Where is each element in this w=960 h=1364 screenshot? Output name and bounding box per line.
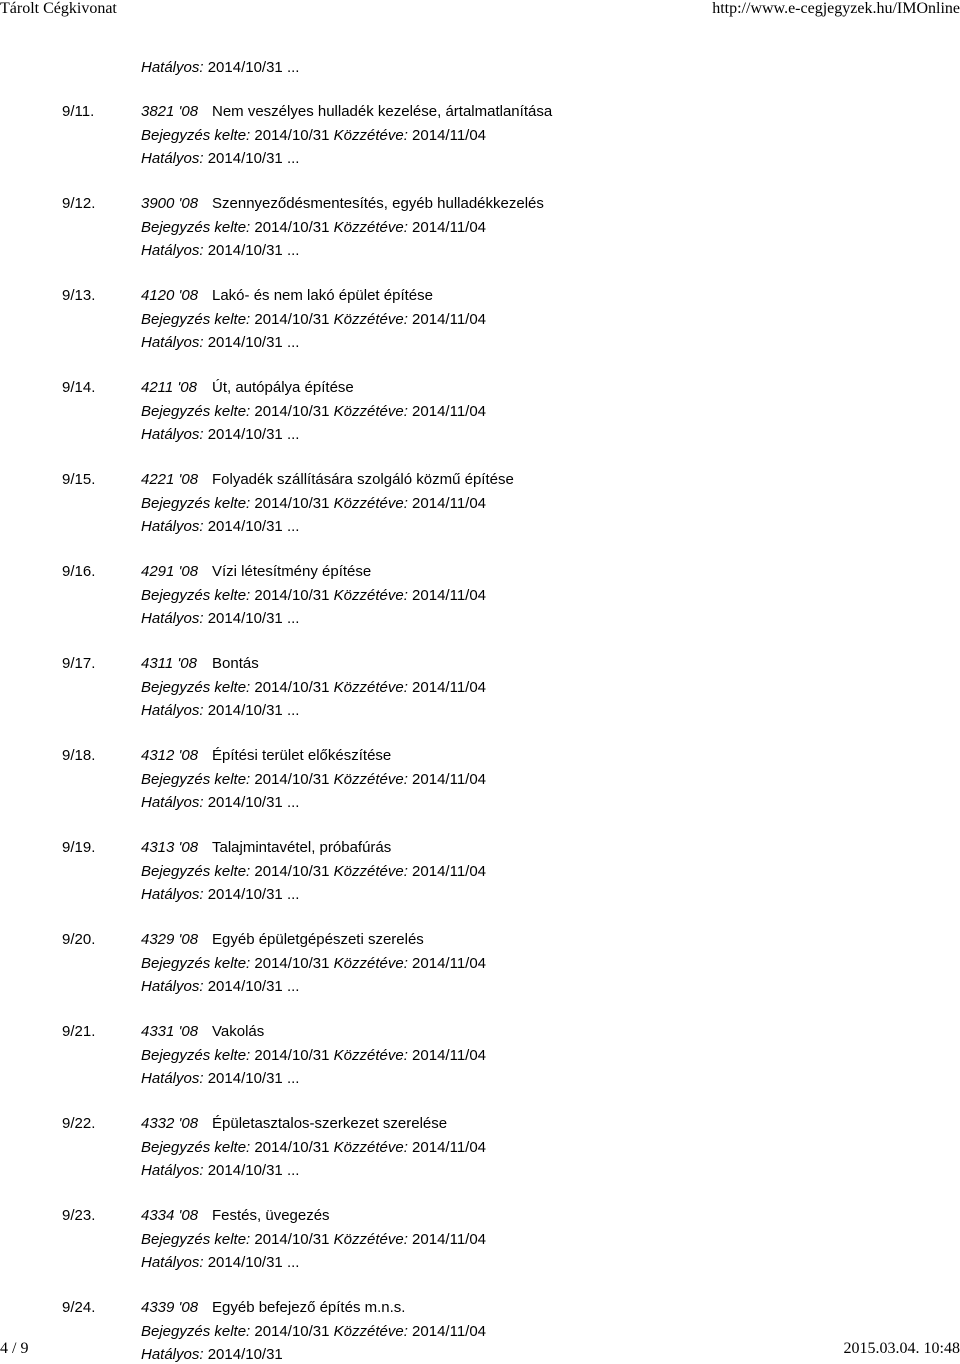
entry-registration-line xyxy=(141,495,486,513)
kozzeteve-label: Közzétéve: xyxy=(333,954,408,972)
hatalyos-value: 2014/10/31 ... xyxy=(207,518,300,535)
entry-teaor-code: 4331 '08 xyxy=(141,1023,199,1040)
entry-registration-line xyxy=(141,955,486,973)
hatalyos-value: 2014/10/31 ... xyxy=(207,978,300,995)
kozzeteve-label: Közzétéve: xyxy=(333,402,408,420)
entry-number: 9/11. xyxy=(62,103,95,120)
bejegyzes-label: Bejegyzés kelte: xyxy=(141,126,251,144)
entry-hatalyos-line xyxy=(141,1346,283,1364)
bejegyzes-value: 2014/10/31 xyxy=(254,218,330,236)
entry-number: 9/17. xyxy=(62,655,96,672)
bejegyzes-label: Bejegyzés kelte: xyxy=(141,494,251,512)
bejegyzes-value: 2014/10/31 xyxy=(254,1046,330,1064)
bejegyzes-label: Bejegyzés kelte: xyxy=(141,402,251,420)
bejegyzes-value: 2014/10/31 xyxy=(254,586,330,604)
entry-registration-line xyxy=(141,219,486,237)
hatalyos-label: Hatályos: xyxy=(141,1162,204,1179)
entry-teaor-code: 4329 '08 xyxy=(141,931,199,948)
entry-description: Egyéb épületgépészeti szerelés xyxy=(212,931,424,948)
hatalyos-value: 2014/10/31 ... xyxy=(207,150,300,167)
entry-description: Szennyeződésmentesítés, egyéb hulladékkezelés xyxy=(212,195,544,212)
entry-hatalyos-line xyxy=(141,610,299,628)
kozzeteve-label: Közzétéve: xyxy=(333,1046,408,1064)
kozzeteve-label: Közzétéve: xyxy=(333,310,408,328)
document-title: Tárolt Cégkivonat xyxy=(0,0,117,17)
bejegyzes-value: 2014/10/31 xyxy=(254,126,330,144)
kozzeteve-value: 2014/11/04 xyxy=(412,862,487,880)
bejegyzes-value: 2014/10/31 xyxy=(254,494,330,512)
kozzeteve-value: 2014/11/04 xyxy=(412,402,487,420)
bejegyzes-value: 2014/10/31 xyxy=(254,862,330,880)
entry-hatalyos-line xyxy=(141,1254,299,1272)
hatalyos-value: 2014/10/31 ... xyxy=(207,59,300,76)
bejegyzes-value: 2014/10/31 xyxy=(254,402,330,420)
bejegyzes-label: Bejegyzés kelte: xyxy=(141,1230,251,1248)
hatalyos-value: 2014/10/31 ... xyxy=(207,334,300,351)
kozzeteve-label: Közzétéve: xyxy=(333,218,408,236)
hatalyos-value: 2014/10/31 ... xyxy=(207,1070,300,1087)
entry-teaor-code: 3900 '08 xyxy=(141,195,199,212)
kozzeteve-label: Közzétéve: xyxy=(333,1322,408,1340)
kozzeteve-label: Közzétéve: xyxy=(333,1230,408,1248)
entry-number: 9/20. xyxy=(62,931,96,948)
entry-description: Lakó- és nem lakó épület építése xyxy=(212,287,433,304)
kozzeteve-label: Közzétéve: xyxy=(333,678,408,696)
bejegyzes-label: Bejegyzés kelte: xyxy=(141,770,251,788)
entry-registration-line xyxy=(141,1139,486,1157)
hatalyos-value: 2014/10/31 ... xyxy=(207,702,300,719)
kozzeteve-value: 2014/11/04 xyxy=(412,1230,487,1248)
kozzeteve-label: Közzétéve: xyxy=(333,1138,408,1156)
entry-number: 9/14. xyxy=(62,379,96,396)
hatalyos-value: 2014/10/31 ... xyxy=(207,886,300,903)
entry-teaor-code: 4332 '08 xyxy=(141,1115,199,1132)
entry-registration-line xyxy=(141,587,486,605)
page-number: 4 / 9 xyxy=(0,1340,29,1357)
kozzeteve-value: 2014/11/04 xyxy=(412,494,487,512)
hatalyos-label: Hatályos: xyxy=(141,59,204,76)
kozzeteve-label: Közzétéve: xyxy=(333,494,408,512)
hatalyos-value: 2014/10/31 ... xyxy=(207,1254,300,1271)
top-hatalyos-line xyxy=(141,59,299,77)
kozzeteve-value: 2014/11/04 xyxy=(412,954,487,972)
entry-description: Vakolás xyxy=(212,1023,265,1040)
entry-hatalyos-line xyxy=(141,1162,299,1180)
hatalyos-label: Hatályos: xyxy=(141,978,204,995)
bejegyzes-value: 2014/10/31 xyxy=(254,1322,330,1340)
entry-hatalyos-line xyxy=(141,150,299,168)
entry-teaor-code: 3821 '08 xyxy=(141,103,199,120)
entry-number: 9/16. xyxy=(62,563,96,580)
entry-description: Folyadék szállítására szolgáló közmű építése xyxy=(212,471,514,488)
kozzeteve-value: 2014/11/04 xyxy=(412,678,487,696)
hatalyos-value: 2014/10/31 ... xyxy=(207,1162,300,1179)
entry-registration-line xyxy=(141,311,486,329)
entry-registration-line xyxy=(141,771,486,789)
entry-hatalyos-line xyxy=(141,1070,299,1088)
kozzeteve-value: 2014/11/04 xyxy=(412,1138,487,1156)
entry-teaor-code: 4221 '08 xyxy=(141,471,199,488)
entry-teaor-code: 4334 '08 xyxy=(141,1207,199,1224)
entry-registration-line xyxy=(141,1047,486,1065)
entry-number: 9/21. xyxy=(62,1023,96,1040)
entry-teaor-code: 4311 '08 xyxy=(141,655,197,672)
bejegyzes-label: Bejegyzés kelte: xyxy=(141,310,251,328)
entry-registration-line xyxy=(141,127,486,145)
entry-number: 9/24. xyxy=(62,1299,96,1316)
entry-description: Nem veszélyes hulladék kezelése, ártalmatlanítása xyxy=(212,103,553,120)
entry-description: Épületasztalos-szerkezet szerelése xyxy=(212,1115,448,1132)
kozzeteve-value: 2014/11/04 xyxy=(412,126,487,144)
entry-number: 9/19. xyxy=(62,839,96,856)
entry-hatalyos-line xyxy=(141,426,299,444)
kozzeteve-value: 2014/11/04 xyxy=(412,1322,487,1340)
entry-number: 9/18. xyxy=(62,747,96,764)
entry-hatalyos-line xyxy=(141,978,299,996)
hatalyos-label: Hatályos: xyxy=(141,702,204,719)
bejegyzes-label: Bejegyzés kelte: xyxy=(141,1138,251,1156)
bejegyzes-value: 2014/10/31 xyxy=(254,678,330,696)
entry-teaor-code: 4120 '08 xyxy=(141,287,199,304)
entry-teaor-code: 4339 '08 xyxy=(141,1299,199,1316)
entry-number: 9/12. xyxy=(62,195,96,212)
bejegyzes-label: Bejegyzés kelte: xyxy=(141,862,251,880)
hatalyos-label: Hatályos: xyxy=(141,794,204,811)
bejegyzes-label: Bejegyzés kelte: xyxy=(141,1322,251,1340)
source-url[interactable]: http://www.e-cegjegyzek.hu/IMOnline xyxy=(712,0,960,17)
bejegyzes-value: 2014/10/31 xyxy=(254,954,330,972)
bejegyzes-label: Bejegyzés kelte: xyxy=(141,586,251,604)
hatalyos-value: 2014/10/31 ... xyxy=(207,794,300,811)
hatalyos-label: Hatályos: xyxy=(141,610,204,627)
print-datetime: 2015.03.04. 10:48 xyxy=(843,1340,960,1357)
entry-teaor-code: 4312 '08 xyxy=(141,747,199,764)
entry-hatalyos-line xyxy=(141,518,299,536)
entry-description: Talajmintavétel, próbafúrás xyxy=(212,839,392,856)
entry-number: 9/23. xyxy=(62,1207,96,1224)
entry-teaor-code: 4211 '08 xyxy=(141,379,197,396)
entry-registration-line xyxy=(141,679,486,697)
kozzeteve-label: Közzétéve: xyxy=(333,586,408,604)
kozzeteve-value: 2014/11/04 xyxy=(412,218,487,236)
kozzeteve-label: Közzétéve: xyxy=(333,862,408,880)
entry-description: Bontás xyxy=(212,655,259,672)
hatalyos-value: 2014/10/31 ... xyxy=(207,242,300,259)
entry-description: Vízi létesítmény építése xyxy=(212,563,372,580)
bejegyzes-value: 2014/10/31 xyxy=(254,770,330,788)
entry-registration-line xyxy=(141,403,486,421)
entry-registration-line xyxy=(141,863,486,881)
kozzeteve-label: Közzétéve: xyxy=(333,126,408,144)
entry-number: 9/22. xyxy=(62,1115,96,1132)
bejegyzes-label: Bejegyzés kelte: xyxy=(141,678,251,696)
hatalyos-label: Hatályos: xyxy=(141,1070,204,1087)
entry-number: 9/13. xyxy=(62,287,96,304)
bejegyzes-value: 2014/10/31 xyxy=(254,1138,330,1156)
entry-registration-line xyxy=(141,1323,486,1341)
entry-hatalyos-line xyxy=(141,886,299,904)
entry-hatalyos-line xyxy=(141,242,299,260)
hatalyos-label: Hatályos: xyxy=(141,150,204,167)
kozzeteve-value: 2014/11/04 xyxy=(412,1046,487,1064)
hatalyos-label: Hatályos: xyxy=(141,518,204,535)
entry-hatalyos-line xyxy=(141,702,299,720)
hatalyos-value: 2014/10/31 xyxy=(207,1346,283,1363)
entry-description: Út, autópálya építése xyxy=(212,379,354,396)
bejegyzes-label: Bejegyzés kelte: xyxy=(141,1046,251,1064)
entry-registration-line xyxy=(141,1231,486,1249)
hatalyos-label: Hatályos: xyxy=(141,426,204,443)
entry-description: Egyéb befejező építés m.n.s. xyxy=(212,1299,406,1316)
hatalyos-label: Hatályos: xyxy=(141,334,204,351)
entry-description: Építési terület előkészítése xyxy=(212,747,392,764)
entry-hatalyos-line xyxy=(141,334,299,352)
hatalyos-label: Hatályos: xyxy=(141,886,204,903)
entry-hatalyos-line xyxy=(141,794,299,812)
entry-number: 9/15. xyxy=(62,471,96,488)
hatalyos-value: 2014/10/31 ... xyxy=(207,426,300,443)
bejegyzes-value: 2014/10/31 xyxy=(254,1230,330,1248)
hatalyos-label: Hatályos: xyxy=(141,242,204,259)
hatalyos-label: Hatályos: xyxy=(141,1254,204,1271)
hatalyos-value: 2014/10/31 ... xyxy=(207,610,300,627)
bejegyzes-value: 2014/10/31 xyxy=(254,310,330,328)
hatalyos-label: Hatályos: xyxy=(141,1346,204,1363)
entry-teaor-code: 4291 '08 xyxy=(141,563,199,580)
bejegyzes-label: Bejegyzés kelte: xyxy=(141,954,251,972)
kozzeteve-value: 2014/11/04 xyxy=(412,770,487,788)
entry-teaor-code: 4313 '08 xyxy=(141,839,199,856)
kozzeteve-value: 2014/11/04 xyxy=(412,310,487,328)
kozzeteve-label: Közzétéve: xyxy=(333,770,408,788)
entry-description: Festés, üvegezés xyxy=(212,1207,330,1224)
bejegyzes-label: Bejegyzés kelte: xyxy=(141,218,251,236)
kozzeteve-value: 2014/11/04 xyxy=(412,586,487,604)
